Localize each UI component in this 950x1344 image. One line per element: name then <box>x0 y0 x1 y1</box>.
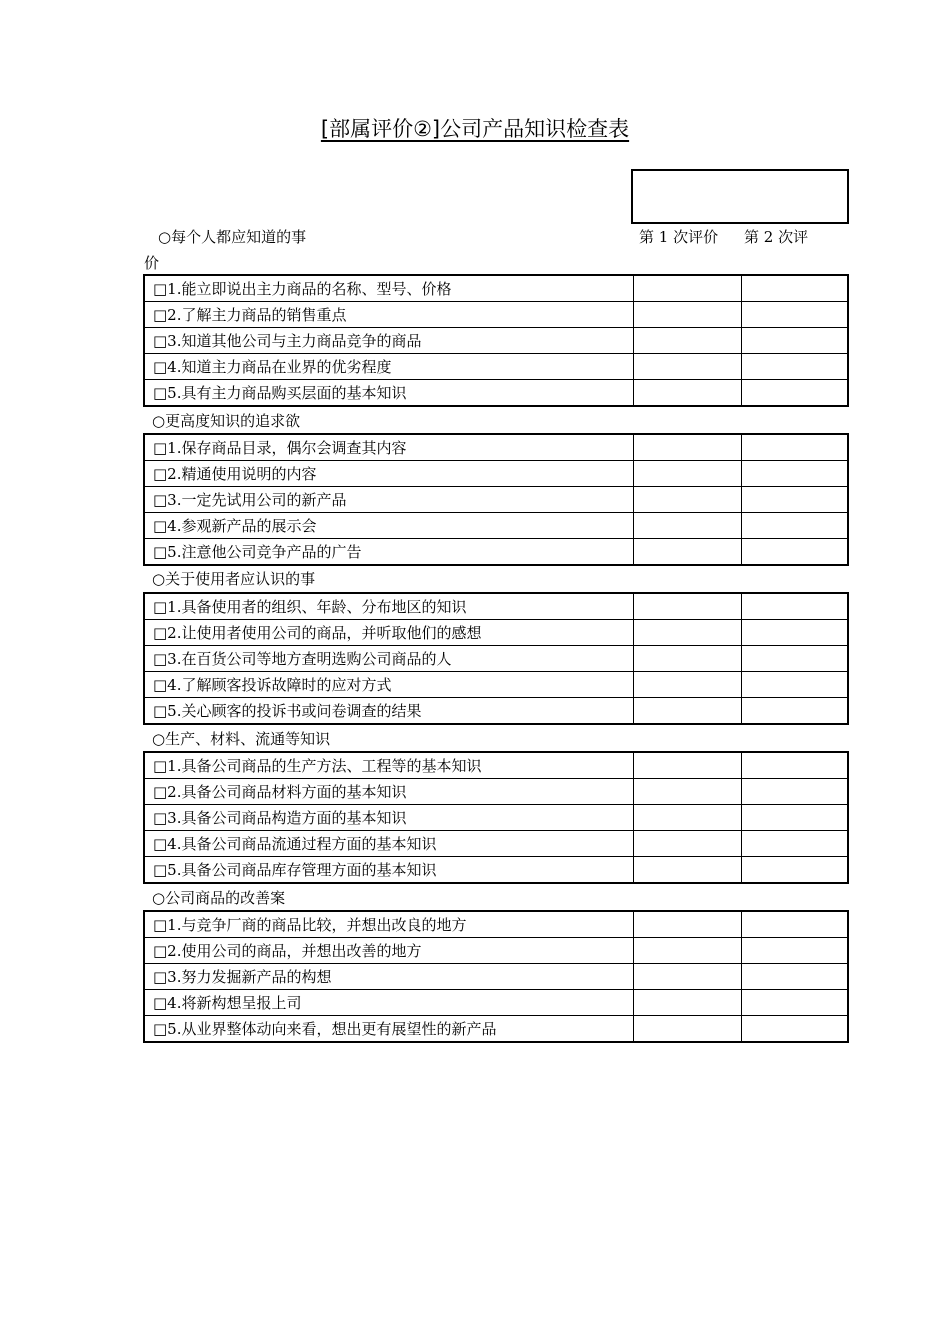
checklist-item[interactable]: □3.在百货公司等地方查明选购公司商品的人 <box>144 646 634 672</box>
section-label-1: ○更高度知识的追求欲 <box>152 412 301 430</box>
table-row <box>144 487 848 513</box>
table-row <box>144 1016 848 1043</box>
second-score-cell[interactable] <box>742 354 849 380</box>
first-score-cell[interactable] <box>634 831 742 857</box>
table-row <box>144 698 848 725</box>
first-score-cell[interactable] <box>634 539 742 566</box>
table-row <box>144 779 848 805</box>
second-score-cell[interactable] <box>742 513 849 539</box>
table-row <box>144 620 848 646</box>
checklist-item[interactable]: □5.注意他公司竞争产品的广告 <box>144 539 634 566</box>
checklist-item[interactable]: □4.将新构想呈报上司 <box>144 990 634 1016</box>
checklist-item[interactable]: □2.了解主力商品的销售重点 <box>144 302 634 328</box>
second-score-cell[interactable] <box>742 938 849 964</box>
second-score-cell[interactable] <box>742 964 849 990</box>
signature-box <box>631 169 849 224</box>
second-score-cell[interactable] <box>742 646 849 672</box>
first-score-cell[interactable] <box>634 779 742 805</box>
first-score-cell[interactable] <box>634 513 742 539</box>
second-score-cell[interactable] <box>742 620 849 646</box>
table-row <box>144 938 848 964</box>
checklist-item[interactable]: □3.知道其他公司与主力商品竞争的商品 <box>144 328 634 354</box>
checklist-item[interactable]: □3.一定先试用公司的新产品 <box>144 487 634 513</box>
table-row <box>144 513 848 539</box>
section-label-3: ○生产、材料、流通等知识 <box>152 730 331 748</box>
section-label-2: ○关于使用者应认识的事 <box>152 570 316 588</box>
second-score-cell[interactable] <box>742 380 849 407</box>
table-row <box>144 302 848 328</box>
second-score-cell[interactable] <box>742 857 849 884</box>
first-score-cell[interactable] <box>634 302 742 328</box>
first-score-cell[interactable] <box>634 646 742 672</box>
table-row <box>144 434 848 461</box>
checklist-item[interactable]: □1.具备使用者的组织、年龄、分布地区的知识 <box>144 593 634 620</box>
table-row <box>144 593 848 620</box>
table-row <box>144 990 848 1016</box>
checklist-item[interactable]: □1.保存商品目录，偶尔会调查其内容 <box>144 434 634 461</box>
first-score-cell[interactable] <box>634 938 742 964</box>
checklist-item[interactable]: □2.使用公司的商品，并想出改善的地方 <box>144 938 634 964</box>
second-score-cell[interactable] <box>742 487 849 513</box>
first-score-cell[interactable] <box>634 620 742 646</box>
second-score-cell[interactable] <box>742 539 849 566</box>
second-score-cell[interactable] <box>742 434 849 461</box>
second-score-cell[interactable] <box>742 593 849 620</box>
page-title <box>0 112 950 146</box>
table-row <box>144 672 848 698</box>
checklist-item[interactable]: □1.能立即说出主力商品的名称、型号、价格 <box>144 275 634 302</box>
first-score-cell[interactable] <box>634 857 742 884</box>
second-score-cell[interactable] <box>742 831 849 857</box>
checklist-item[interactable]: □4.了解顾客投诉故障时的应对方式 <box>144 672 634 698</box>
first-score-cell[interactable] <box>634 380 742 407</box>
checklist-item[interactable]: □2.让使用者使用公司的商品，并听取他们的感想 <box>144 620 634 646</box>
second-score-cell[interactable] <box>742 805 849 831</box>
first-score-cell[interactable] <box>634 354 742 380</box>
second-evaluation-header: 第 2 次评 <box>744 228 809 246</box>
first-score-cell[interactable] <box>634 964 742 990</box>
checklist-item[interactable]: □4.知道主力商品在业界的优劣程度 <box>144 354 634 380</box>
section-label-0: ○每个人都应知道的事 <box>158 228 307 246</box>
checklist-item[interactable]: □5.从业界整体动向来看，想出更有展望性的新产品 <box>144 1016 634 1043</box>
section-label-4: ○公司商品的改善案 <box>152 889 286 907</box>
checklist-item[interactable]: □1.与竞争厂商的商品比较，并想出改良的地方 <box>144 911 634 938</box>
checklist-item[interactable]: □5.关心顾客的投诉书或问卷调查的结果 <box>144 698 634 725</box>
checklist-item[interactable]: □2.具备公司商品材料方面的基本知识 <box>144 779 634 805</box>
table-row <box>144 328 848 354</box>
second-score-cell[interactable] <box>742 328 849 354</box>
first-score-cell[interactable] <box>634 487 742 513</box>
first-score-cell[interactable] <box>634 990 742 1016</box>
checklist-table-5 <box>143 910 849 1043</box>
second-score-cell[interactable] <box>742 275 849 302</box>
checklist-item[interactable]: □2.精通使用说明的内容 <box>144 461 634 487</box>
table-row <box>144 805 848 831</box>
table-row <box>144 275 848 302</box>
second-score-cell[interactable] <box>742 911 849 938</box>
second-score-cell[interactable] <box>742 752 849 779</box>
first-score-cell[interactable] <box>634 461 742 487</box>
second-score-cell[interactable] <box>742 302 849 328</box>
first-score-cell[interactable] <box>634 698 742 725</box>
table-row <box>144 539 848 566</box>
checklist-item[interactable]: □4.参观新产品的展示会 <box>144 513 634 539</box>
checklist-item[interactable]: □3.具备公司商品构造方面的基本知识 <box>144 805 634 831</box>
first-score-cell[interactable] <box>634 911 742 938</box>
first-score-cell[interactable] <box>634 328 742 354</box>
page-title-text: [部属评价②]公司产品知识检查表 <box>320 117 630 141</box>
first-score-cell[interactable] <box>634 752 742 779</box>
first-score-cell[interactable] <box>634 275 742 302</box>
table-row <box>144 911 848 938</box>
table-row <box>144 461 848 487</box>
first-score-cell[interactable] <box>634 1016 742 1043</box>
checklist-table-2 <box>143 433 849 566</box>
table-row <box>144 354 848 380</box>
table-row <box>144 964 848 990</box>
first-score-cell[interactable] <box>634 434 742 461</box>
checklist-table-1 <box>143 274 849 407</box>
second-score-cell[interactable] <box>742 672 849 698</box>
table-row <box>144 752 848 779</box>
checklist-item[interactable]: □5.具有主力商品购买层面的基本知识 <box>144 380 634 407</box>
second-score-cell[interactable] <box>742 461 849 487</box>
first-score-cell[interactable] <box>634 672 742 698</box>
table-row <box>144 831 848 857</box>
table-row <box>144 380 848 407</box>
checklist-item[interactable]: □4.具备公司商品流通过程方面的基本知识 <box>144 831 634 857</box>
checklist-item[interactable]: □1.具备公司商品的生产方法、工程等的基本知识 <box>144 752 634 779</box>
first-score-cell[interactable] <box>634 593 742 620</box>
table-row <box>144 646 848 672</box>
first-evaluation-header: 第 1 次评价 <box>639 228 719 246</box>
second-score-cell[interactable] <box>742 990 849 1016</box>
first-score-cell[interactable] <box>634 805 742 831</box>
checklist-item[interactable]: □3.努力发掘新产品的构想 <box>144 964 634 990</box>
second-score-cell[interactable] <box>742 779 849 805</box>
header-wrap-text: 价 <box>144 254 160 272</box>
checklist-item[interactable]: □5.具备公司商品库存管理方面的基本知识 <box>144 857 634 884</box>
table-row <box>144 857 848 884</box>
checklist-table-3 <box>143 592 849 725</box>
second-score-cell[interactable] <box>742 1016 849 1043</box>
second-score-cell[interactable] <box>742 698 849 725</box>
checklist-table-4 <box>143 751 849 884</box>
